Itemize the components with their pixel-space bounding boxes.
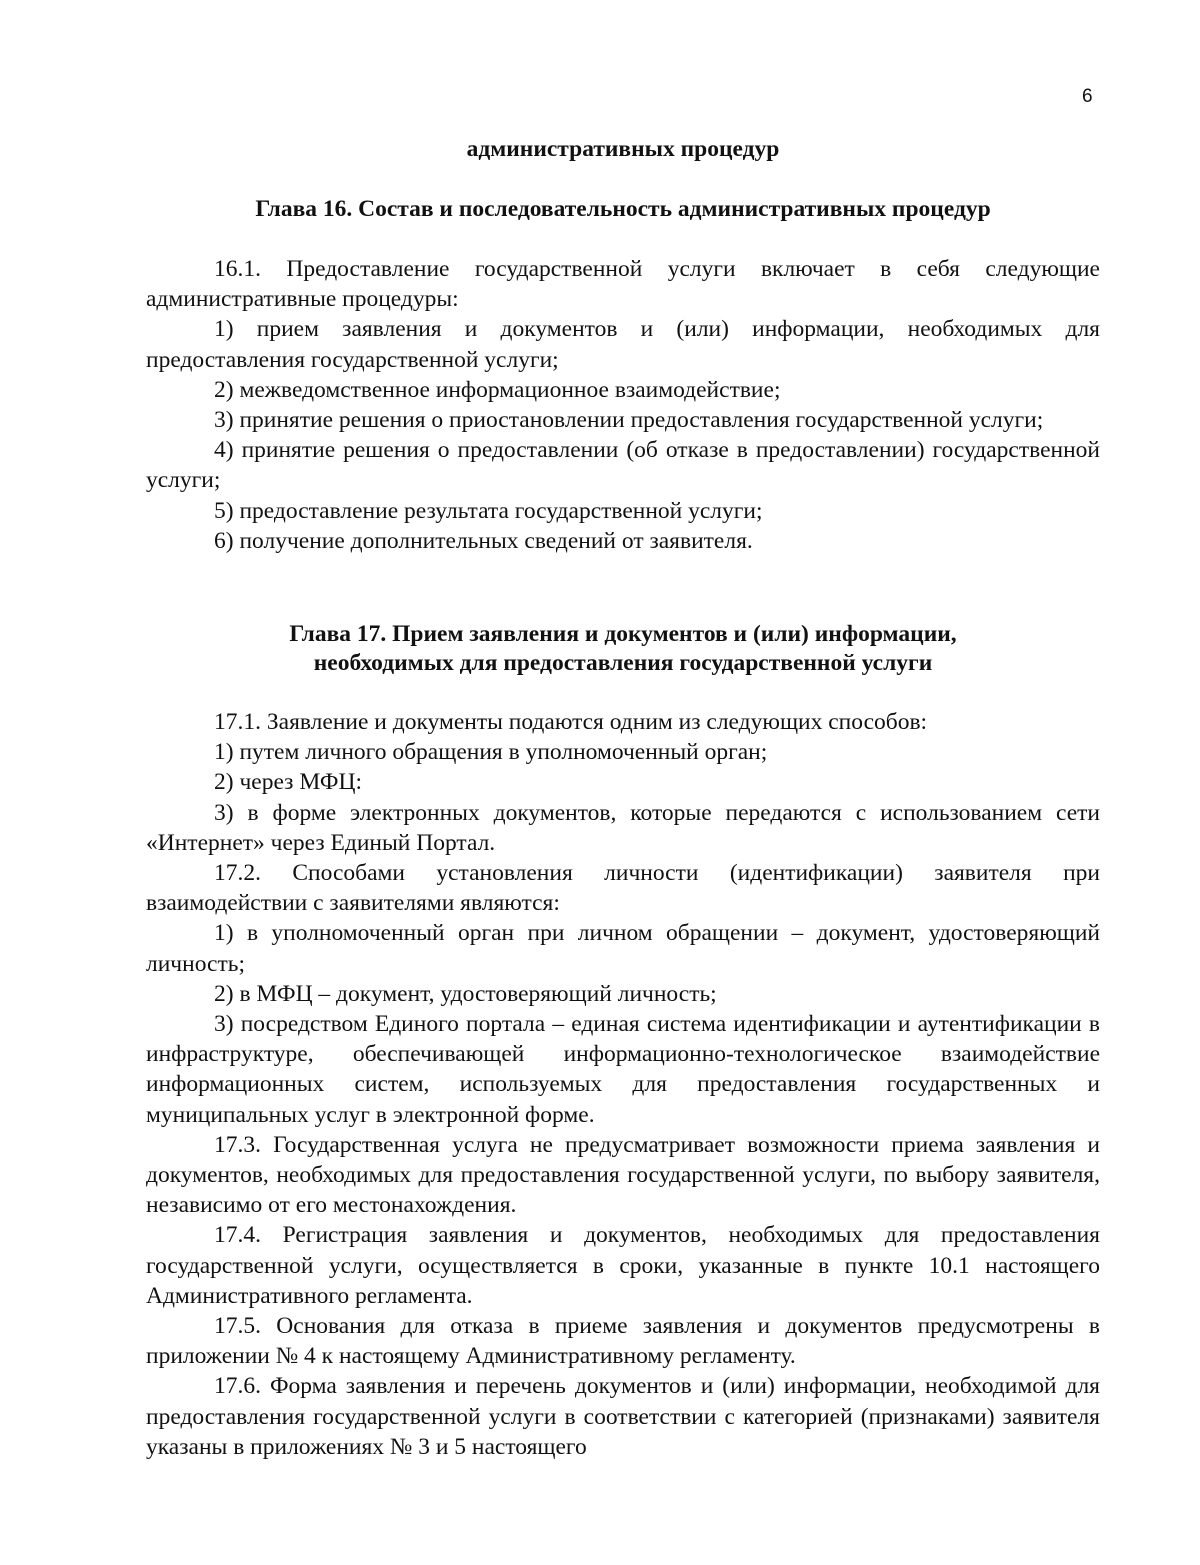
page-number: 6	[1082, 86, 1093, 107]
paragraph-16-1: 16.1. Предоставление государственной услуги включает в себя следующие административные процедуры:	[146, 256, 1100, 313]
list-item-16-1-4: 4) принятие решения о предоставлении (об отказе в предоставлении) государственной услуги;	[146, 437, 1100, 494]
chapter-17-title	[146, 620, 1100, 678]
chapter-16-body	[146, 254, 1100, 556]
chapter-17-title-line-2: необходимых для предоставления государственной услуги	[313, 650, 933, 676]
list-item-17-2-1: 1) в уполномоченный орган при личном обращении – документ, удостоверяющий личность;	[146, 920, 1100, 977]
list-item-17-1-2: 2) через МФЦ:	[214, 769, 362, 796]
list-item-16-1-5: 5) предоставление результата государственной услуги;	[214, 497, 763, 524]
chapter-17-body	[146, 707, 1100, 1462]
list-item-17-2-3: 3) посредством Единого портала – единая система идентификации и аутентификации в инфраструктуре, обеспечивающей информационно-технологическое взаимодействие информационных систем, используемых для предоставления государственных и муниципальных услуг в электронной форме.	[146, 1011, 1100, 1128]
paragraph-17-6: 17.6. Форма заявления и перечень документов и (или) информации, необходимой для предоставления государственной услуги в соответствии с категорией (признаками) заявителя указаны в приложениях № 3 и 5 настоящего	[146, 1373, 1100, 1460]
list-item-17-1-3: 3) в форме электронных документов, которые передаются с использованием сети «Интернет» через Единый Портал.	[146, 799, 1100, 856]
paragraph-17-5: 17.5. Основания для отказа в приеме заявления и документов предусмотрены в приложении № 4 к настоящему Административному регламенту.	[146, 1313, 1100, 1370]
list-item-16-1-2: 2) межведомственное информационное взаимодействие;	[214, 376, 781, 403]
chapter-17-title-line-1: Глава 17. Прием заявления и документов и (или) информации,	[289, 621, 957, 647]
list-item-17-1-1: 1) путем личного обращения в уполномоченный орган;	[214, 739, 768, 766]
list-item-17-2-2: 2) в МФЦ – документ, удостоверяющий личность;	[214, 980, 717, 1007]
list-item-16-1-3: 3) принятие решения о приостановлении предоставления государственной услуги;	[214, 407, 1044, 434]
paragraph-17-1: 17.1. Заявление и документы подаются одним из следующих способов:	[214, 709, 928, 735]
section-heading-continued: административных процедур	[466, 136, 780, 162]
chapter-16-title: Глава 16. Состав и последовательность административных процедур	[255, 196, 991, 222]
paragraph-17-3: 17.3. Государственная услуга не предусматривает возможности приема заявления и документов, необходимых для предоставления государственной услуги, по выбору заявителя, независимо от его местонахождения.	[146, 1131, 1100, 1219]
paragraph-17-2: 17.2. Способами установления личности (идентификации) заявителя при взаимодействии с заявителями являются:	[146, 860, 1100, 917]
list-item-16-1-1: 1) прием заявления и документов и (или) информации, необходимых для предоставления государственной услуги;	[146, 316, 1100, 373]
paragraph-17-4: 17.4. Регистрация заявления и документов, необходимых для предоставления государственной услуги, осуществляется в сроки, указанные в пункте 10.1 настоящего Административного регламента.	[146, 1222, 1100, 1309]
list-item-16-1-6: 6) получение дополнительных сведений от заявителя.	[214, 527, 753, 554]
